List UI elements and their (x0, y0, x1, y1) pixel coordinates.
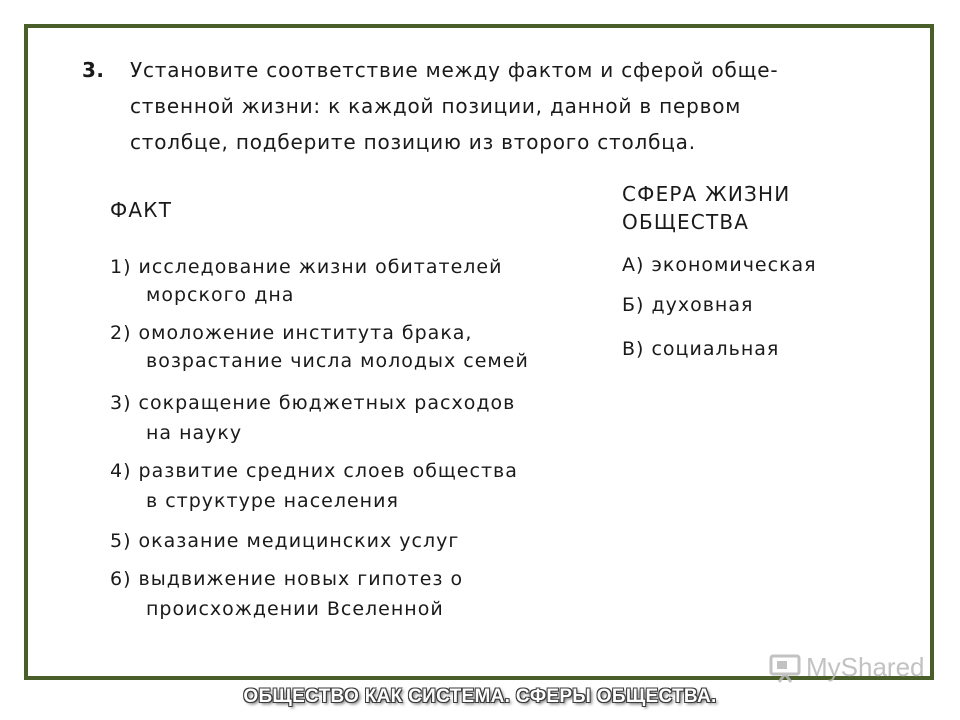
fact-item-3: 3) сокращение бюджетных расходов (110, 392, 516, 414)
spheres-column-header-line-2: ОБЩЕСТВА (622, 210, 750, 234)
sphere-item-c: В) социальная (622, 338, 780, 360)
fact-item-2: 2) омоложение института брака, (110, 322, 473, 344)
facts-column-header: ФАКТ (110, 198, 173, 222)
fact-item-3-continuation: на науку (146, 422, 243, 444)
sphere-item-b: Б) духовная (622, 294, 754, 316)
watermark-text: MyShared (806, 652, 925, 682)
fact-item-1: 1) исследование жизни обитателей (110, 256, 503, 278)
fact-item-2-continuation: возрастание числа молодых семей (146, 350, 529, 372)
watermark (768, 652, 925, 683)
sphere-item-a: А) экономическая (622, 254, 817, 276)
task-text-line-1: Установите соответствие между фактом и сферой обще- (130, 58, 779, 82)
slide-title: ОБЩЕСТВО КАК СИСТЕМА. СФЕРЫ ОБЩЕСТВА. (243, 686, 717, 707)
fact-item-5: 5) оказание медицинских услуг (110, 530, 460, 552)
spheres-column-header-line-1: СФЕРА ЖИЗНИ (622, 182, 791, 206)
task-number: 3. (82, 58, 105, 82)
fact-item-4-continuation: в структуре населения (146, 490, 399, 512)
fact-item-4: 4) развитие средних слоев общества (110, 460, 518, 482)
fact-item-6-continuation: происхождении Вселенной (146, 598, 444, 620)
presentation-icon (768, 653, 802, 683)
task-text-line-3: столбце, подберите позицию из второго столбца. (130, 130, 696, 154)
fact-item-6: 6) выдвижение новых гипотез о (110, 568, 464, 590)
task-text-line-2: ственной жизни: к каждой позиции, данной в первом (130, 94, 742, 118)
fact-item-1-continuation: морского дна (146, 284, 295, 306)
